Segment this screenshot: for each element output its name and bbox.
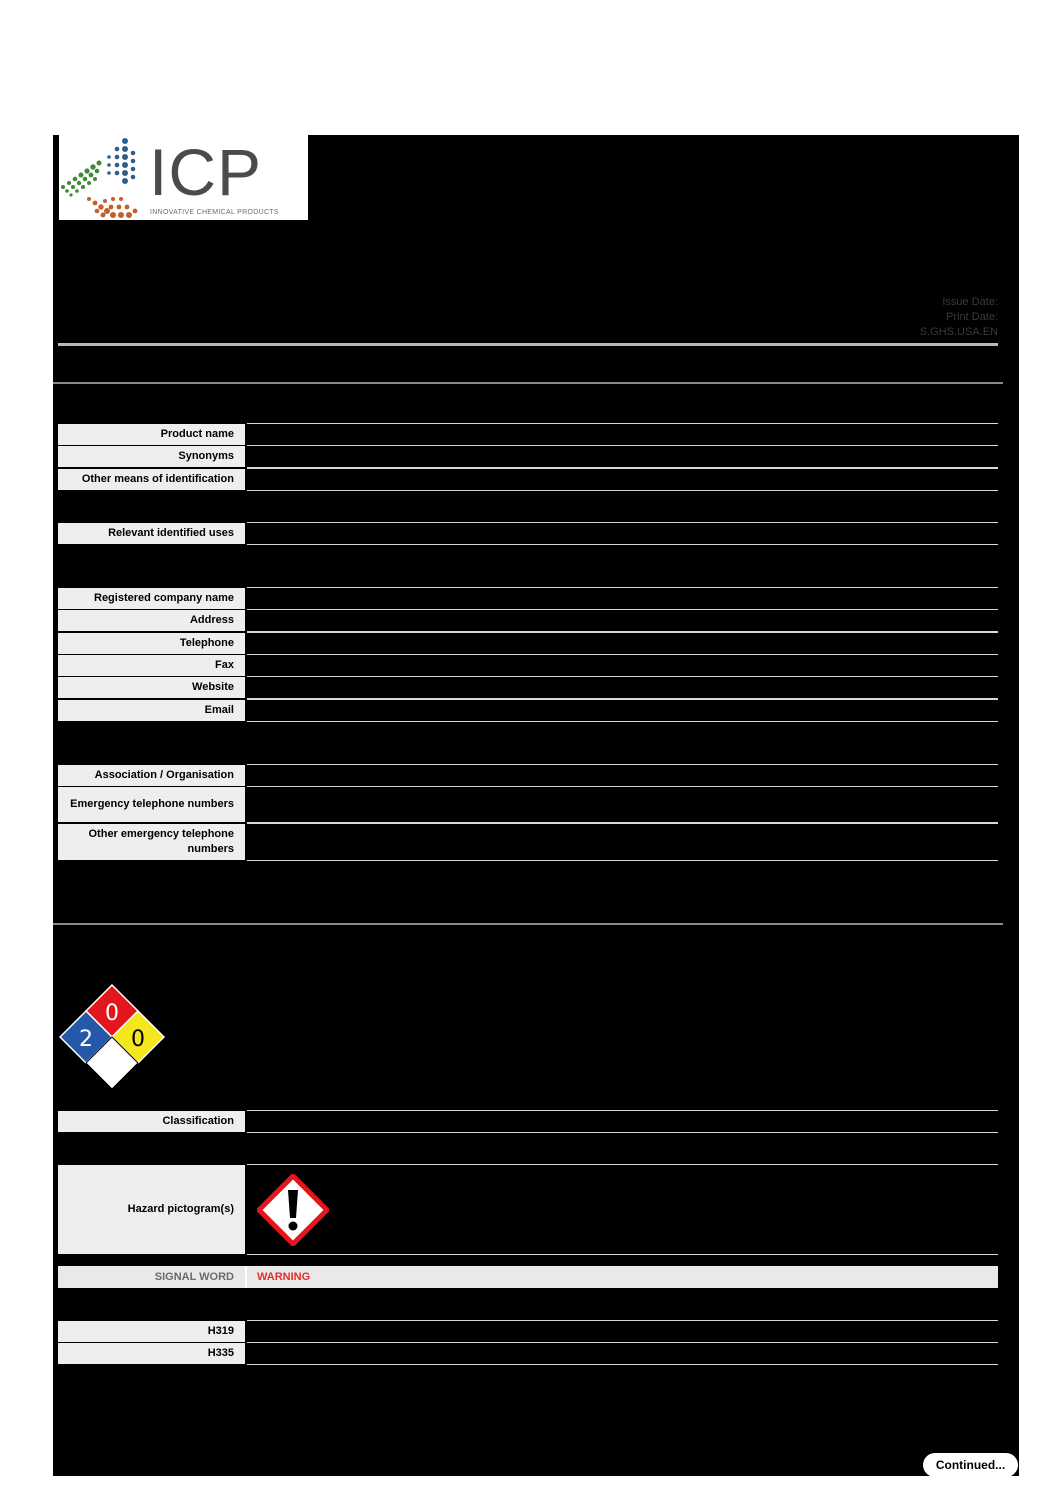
classification-row [58,1111,998,1132]
signal-word-label: SIGNAL WORD [154,1271,234,1283]
association-label: Association / Organisation [58,765,245,786]
email-label: Email [58,700,245,721]
pictogram-row [58,1165,998,1254]
relevant-uses-label: Relevant identified uses [58,523,245,544]
other-means-row [58,469,998,490]
product-name-row [58,424,998,445]
emergency-phone-row [58,787,998,822]
website-row [58,677,998,698]
logo-tagline: INNOVATIVE CHEMICAL PRODUCTS [150,209,279,216]
nfpa-health-value: 2 [79,1027,93,1052]
telephone-label: Telephone [58,633,245,654]
emergency-phone-label: Emergency telephone numbers [58,787,245,822]
logo-letters: ICP [149,135,263,209]
product-name-label: Product name [58,424,245,445]
relevant-uses-row [58,523,998,544]
logo-dots-icon [59,135,149,220]
other-emergency-phone-label: Other emergency telephone numbers [58,824,245,860]
classification-label: Classification [58,1111,245,1132]
signal-word-value: WARNING [257,1271,311,1283]
address-label: Address [58,610,245,631]
h335-row [58,1343,998,1364]
nfpa-instability-value: 0 [131,1027,145,1052]
relevant-uses-value [247,523,998,544]
h335-value [247,1343,998,1364]
nfpa-diamond-icon [59,984,165,1090]
continued-indicator: Continued... [923,1453,1018,1477]
email-row [58,700,998,721]
section-divider [53,382,1003,384]
pictogram-value [247,1165,998,1254]
other-means-value [247,469,998,490]
classification-value [247,1111,998,1132]
fax-row [58,655,998,676]
h319-row [58,1321,998,1342]
address-value [247,610,998,631]
h319-value [247,1321,998,1342]
website-label: Website [58,677,245,698]
h335-label: H335 [58,1343,245,1364]
pictogram-label: Hazard pictogram(s) [58,1165,245,1254]
section-divider-hazards [53,923,1003,925]
exclamation-mark-icon [257,1174,329,1246]
address-row [58,610,998,631]
company-row [58,588,998,609]
company-logo [59,135,308,220]
print-date-label: Print Date: [946,311,998,323]
fax-label: Fax [58,655,245,676]
synonyms-value [247,446,998,467]
company-value [247,588,998,609]
header-divider [58,343,998,346]
other-means-label: Other means of identification [58,469,245,490]
other-emergency-phone-value [247,824,998,860]
document-code: S.GHS.USA.EN [919,326,998,338]
synonyms-row [58,446,998,467]
association-row [58,765,998,786]
nfpa-flammability-value: 0 [105,1001,119,1026]
email-value [247,700,998,721]
telephone-row [58,633,998,654]
signal-word-row [58,1266,998,1288]
other-emergency-phone-row [58,824,998,860]
emergency-phone-value [247,787,998,822]
signal-word-separator [245,1266,247,1288]
product-name-value [247,424,998,445]
synonyms-label: Synonyms [58,446,245,467]
fax-value [247,655,998,676]
telephone-value [247,633,998,654]
association-value [247,765,998,786]
company-label: Registered company name [58,588,245,609]
h319-label: H319 [58,1321,245,1342]
website-value [247,677,998,698]
issue-date-label: Issue Date: [942,296,998,308]
